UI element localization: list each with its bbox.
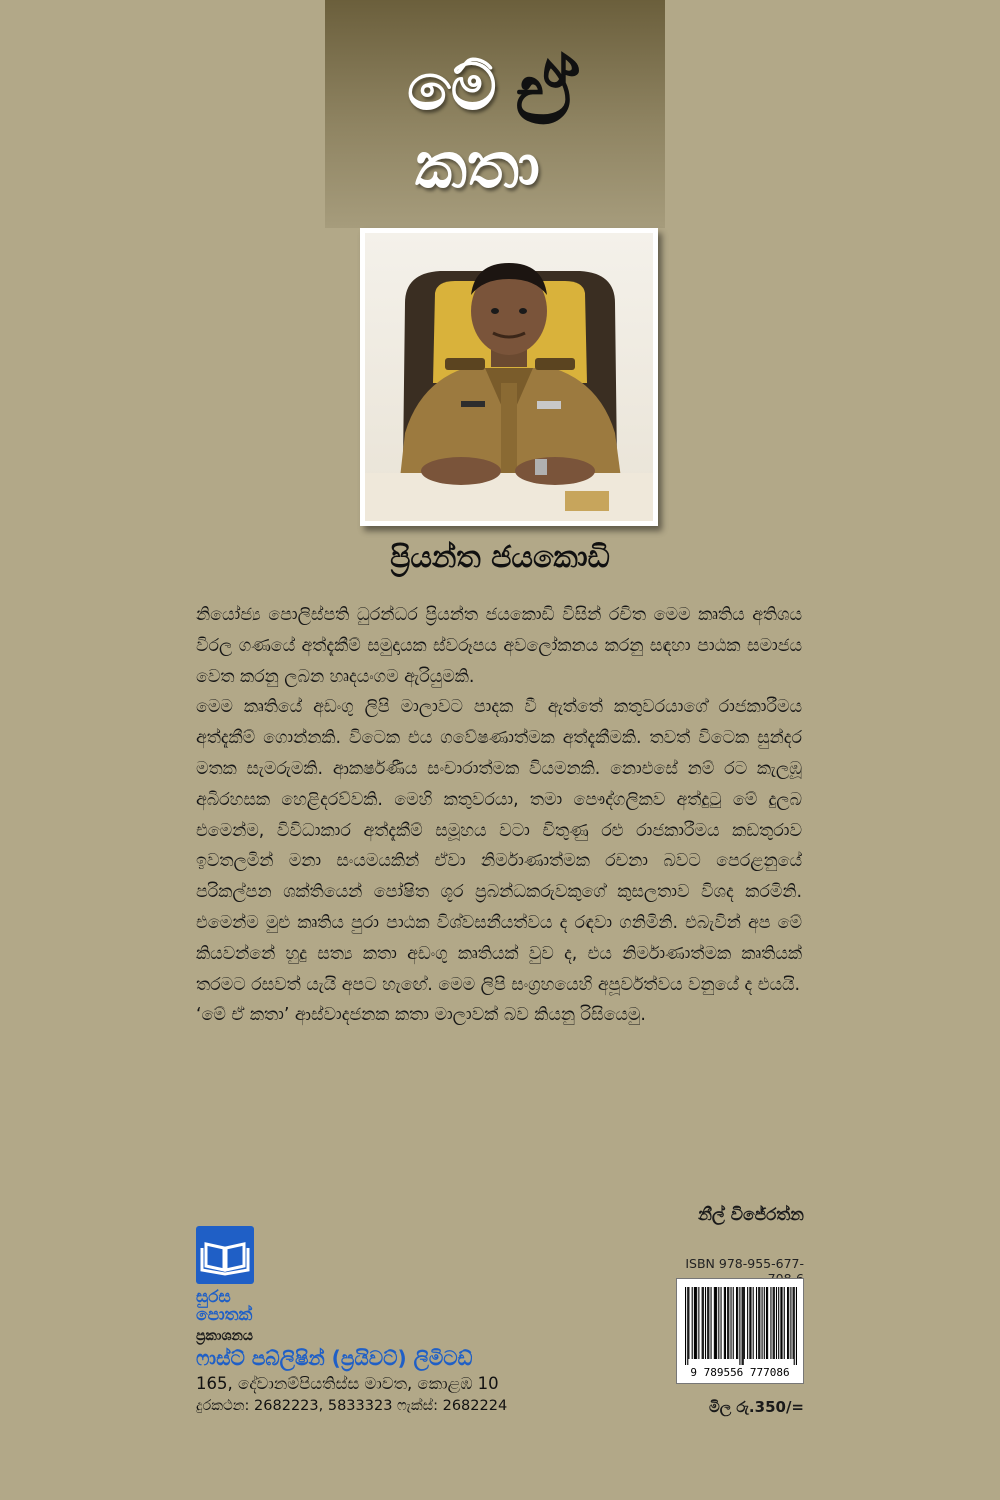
barcode-bar — [702, 1287, 703, 1359]
author-photo — [365, 233, 653, 521]
barcode-bar — [739, 1287, 740, 1365]
publisher-logo-words — [196, 1288, 276, 1324]
barcode-bar — [742, 1287, 743, 1365]
barcode-bar — [720, 1287, 721, 1359]
barcode-bar — [793, 1287, 794, 1359]
barcode-bar — [747, 1287, 748, 1359]
barcode-bar — [796, 1287, 797, 1365]
barcode-bar — [707, 1287, 708, 1359]
barcode-bars — [685, 1287, 797, 1365]
blurb-paragraph: මෙම කෘතියේ අඩංගු ලිපි මාලාවට පාදක වී ඇත්තේ කතුවරයාගේ රාජකාරීමය අත්දැකීම් ගොන්නකි. විටෙක එය ගවේෂණාත්මක අත්දැකීමකි. තවත් විටෙක සුන්දර මතක සැමරුමකි. ආකර්ෂණීය සංචාරාත්මක වියමනකි. නොඑසේ නම් රට කැලඹූ අබිරහසක හෙළිදරව්වකි. මෙහි කතුවරයා, තමා පෞද්ගලිකව අත්දුටු මේ දුලබ එමෙන්ම, විවිධාකාර අත්දැකීම් සමූහය වටා චිතුණු රළු රාජකාරීමය කඩතුරාව ඉවතලමින් මනා සංයමයකින් ඒවා නිර්මාණාත්මක රචනා බවට පෙරළනුයේ පරිකල්පන ශක්තියෙන් පෝෂිත ශූර ප්‍රබන්ධකරුවකුගේ කුසලතාව විශද කරමිනි. එමෙන්ම මුළු කෘතිය පුරා පාඨක විශ්වසනීයත්වය ද රඳවා ගනිමිනි. එබැවින් අප මේ කියවන්නේ හුදු සත්‍ය කතා අඩංගු කෘතියක් වුව ද, එය නිර්මාණාත්මක කෘතියක් තරමට රසවත් යැයි අපට හැඟේ. මෙම ලිපි සංග්‍රහයෙහි අපූර්වත්වය වනුයේ ද එයයි. — [196, 697, 802, 995]
barcode-bar — [692, 1287, 693, 1359]
barcode-bar — [787, 1287, 788, 1359]
barcode-bar — [756, 1287, 757, 1359]
publisher-label: ප්‍රකාශනය — [196, 1328, 253, 1344]
barcode-bar — [774, 1287, 775, 1359]
logo-word: සුරස — [196, 1287, 231, 1307]
open-book-icon — [196, 1226, 254, 1284]
title-line-1: මේ — [407, 50, 497, 125]
barcode-bar — [728, 1287, 729, 1359]
barcode-bar — [718, 1287, 719, 1359]
isbn-barcode — [676, 1278, 804, 1384]
barcode-bar — [759, 1287, 760, 1359]
barcode-bar — [776, 1287, 777, 1359]
barcode-digits: 9 789556 777086 — [690, 1366, 790, 1379]
barcode-bar — [743, 1287, 744, 1365]
barcode-bar — [730, 1287, 731, 1359]
barcode-bar — [750, 1287, 751, 1359]
barcode-bar — [715, 1287, 716, 1359]
publisher-name: ෆාස්ට් පබ්ලිෂින් (ප්‍රයිවට්) ලිමිටඩ් — [196, 1346, 473, 1370]
author-portrait-illustration — [365, 233, 653, 521]
barcode-bar — [694, 1287, 695, 1359]
blurb-paragraph: ‘මේ ඒ කතා’ ආස්වාදජනක කතා මාලාවක් බව කියනු රිසියෙමු. — [196, 1005, 646, 1026]
logo-word: පොතක් — [196, 1305, 253, 1325]
barcode-bar — [780, 1287, 781, 1359]
barcode-bar — [688, 1287, 689, 1359]
isbn-label: ISBN 978-955-677- — [685, 1256, 804, 1271]
barcode-bar — [749, 1287, 750, 1359]
barcode-bar — [695, 1287, 696, 1359]
barcode-bar — [711, 1287, 712, 1359]
title-glyph: ඒ — [515, 44, 578, 143]
barcode-bar — [790, 1287, 791, 1359]
barcode-bar — [685, 1287, 686, 1365]
book-title — [395, 44, 635, 222]
barcode-bar — [724, 1287, 725, 1359]
author-photo-frame — [360, 228, 658, 526]
barcode-bar — [727, 1287, 728, 1359]
price-label: මිල රු.350/= — [708, 1398, 804, 1416]
barcode-bar — [716, 1287, 717, 1359]
barcode-bar — [778, 1287, 779, 1359]
barcode-bar — [696, 1287, 697, 1359]
blurb-paragraph: නියෝජ්‍ය පොලිස්පති ධුරන්ධර ප්‍රියන්ත ජයකොඩි විසින් රචිත මෙම කෘතිය අතිශය විරල ගණයේ අත්දැකීම් සමුදායක ස්වරූපය අවලෝකනය කරනු සඳහා පාඨක සමාජය වෙත කරනු ලබන හෘදයංගම ඇරියුමකි. — [196, 605, 802, 687]
barcode-bar — [781, 1287, 782, 1359]
barcode-bar — [773, 1287, 774, 1359]
barcode-bar — [736, 1287, 737, 1359]
barcode-bar — [708, 1287, 709, 1359]
barcode-bar — [767, 1287, 768, 1359]
barcode-bar — [744, 1287, 745, 1359]
barcode-bar — [737, 1287, 738, 1359]
title-line-2: කතා — [415, 128, 540, 203]
publisher-phone: දුරකථන: 2682223, 5833323 ෆැක්ස්: 2682224 — [196, 1398, 508, 1414]
author-name: ප්‍රියන්ත ජයකොඩි — [390, 540, 610, 575]
barcode-bar — [753, 1287, 754, 1359]
barcode-bar — [714, 1287, 715, 1359]
reviewer-signature: නීල් විජේරත්න — [698, 1205, 804, 1225]
barcode-bar — [703, 1287, 704, 1359]
publisher-address: 165, දේවානම්පියතිස්ස මාවත, කොළඹ 10 — [196, 1374, 499, 1393]
barcode-bar — [788, 1287, 789, 1359]
barcode-bar — [762, 1287, 763, 1359]
blurb-text — [196, 600, 802, 1031]
barcode-bar — [687, 1287, 688, 1365]
barcode-bar — [698, 1287, 699, 1359]
barcode-bar — [766, 1287, 767, 1359]
barcode-bar — [784, 1287, 785, 1359]
barcode-bar — [770, 1287, 771, 1359]
barcode-bar — [733, 1287, 734, 1359]
barcode-bar — [758, 1287, 759, 1359]
barcode-bar — [794, 1287, 795, 1365]
barcode-bar — [764, 1287, 765, 1359]
barcode-bar — [705, 1287, 706, 1359]
barcode-bar — [725, 1287, 726, 1359]
publisher-logo — [196, 1226, 254, 1284]
